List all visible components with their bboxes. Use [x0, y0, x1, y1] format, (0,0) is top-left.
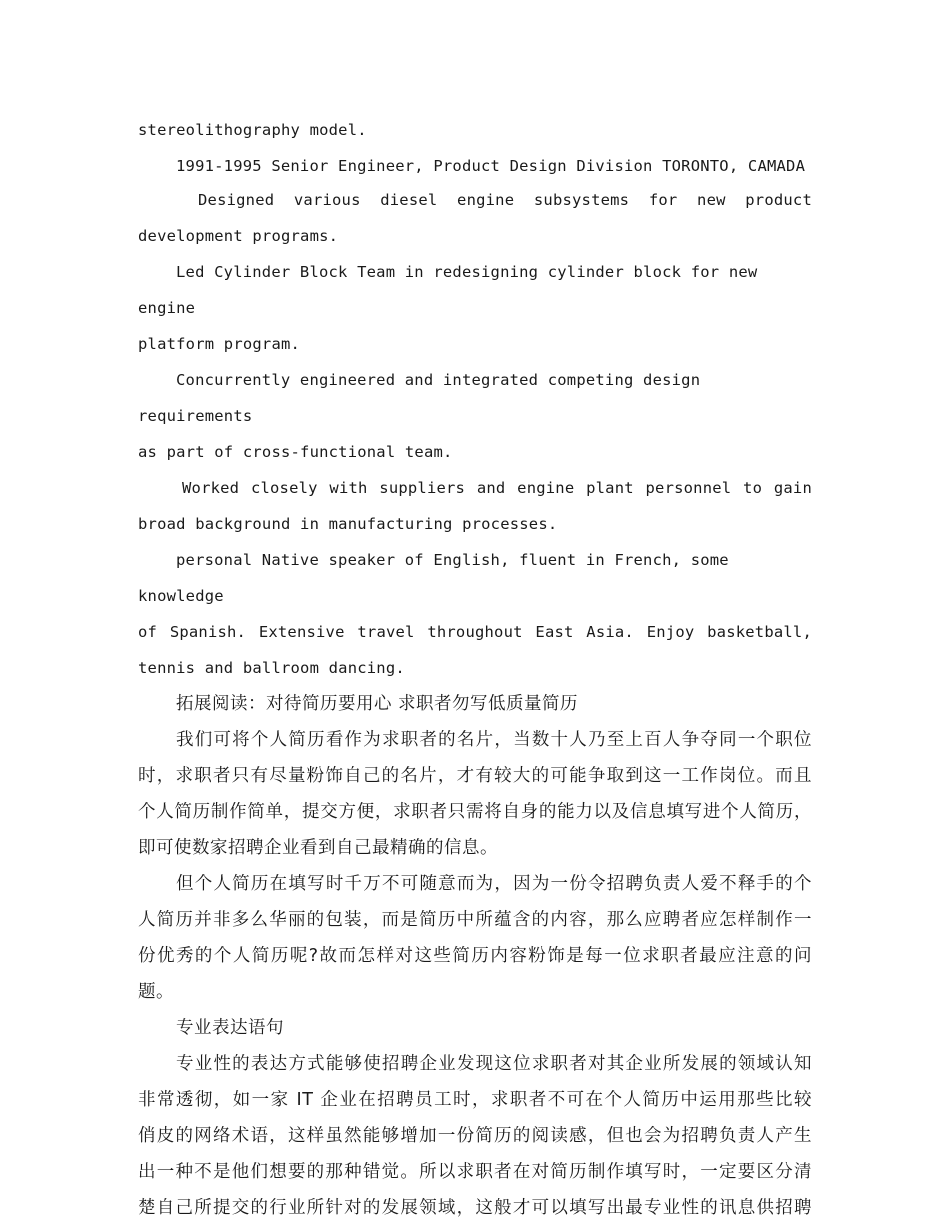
paragraph-resume-card-line-3: 个人简历制作简单，提交方便，求职者只需将自身的能力以及信息填写进个人简历， — [138, 802, 812, 822]
paragraph-led — [138, 254, 812, 362]
job-header-line: 1991-1995 Senior Engineer, Product Design Division TORONTO, CAMADA — [176, 157, 806, 175]
document-page — [138, 112, 812, 1226]
paragraph-resume-content-line-2: 人简历并非多么华丽的包装，而是简历中所蕴含的内容，那么应聘者应怎样制作一 — [138, 910, 812, 930]
paragraph-concurrently — [138, 362, 812, 470]
paragraph-resume-content — [138, 866, 812, 1010]
paragraph-resume-content-line-4: 题。 — [138, 982, 174, 1002]
paragraph-led-line-1: Led Cylinder Block Team in redesigning cylinder block for new engine — [138, 263, 758, 317]
paragraph-professional-line-3: 俏皮的网络术语，这样虽然能够增加一份简历的阅读感，但也会为招聘负责人产生 — [138, 1126, 812, 1146]
paragraph-personal — [138, 542, 812, 686]
paragraph-resume-card-line-4: 即可使数家招聘企业看到自己最精确的信息。 — [138, 838, 498, 858]
paragraph-worked-line-2: broad background in manufacturing processes. — [138, 515, 558, 533]
paragraph-led-line-2: platform program. — [138, 335, 301, 353]
paragraph-resume-card-line-1: 我们可将个人简历看作为求职者的名片，当数十人乃至上百人争夺同一个职位 — [176, 730, 812, 750]
paragraph-personal-line-2: of Spanish. Extensive travel throughout East Asia. Enjoy basketball, — [138, 623, 812, 641]
paragraph-resume-card — [138, 722, 812, 866]
paragraph-concurrently-line-1: Concurrently engineered and integrated competing design requirements — [138, 371, 701, 425]
text-line-stereolithography: stereolithography model. — [138, 121, 367, 139]
paragraph-professional — [138, 1046, 812, 1226]
paragraph-worked-line-1: Worked closely with suppliers and engine plant personnel to gain — [182, 479, 812, 497]
heading-professional-expression: 专业表达语句 — [176, 1018, 284, 1038]
paragraph-worked — [138, 470, 812, 542]
paragraph-designed — [138, 182, 812, 254]
paragraph-resume-content-line-3: 份优秀的个人简历呢?故而怎样对这些简历内容粉饰是每一位求职者最应注意的问 — [138, 946, 812, 966]
paragraph-professional-line-4: 出一种不是他们想要的那种错觉。所以求职者在对简历制作填写时，一定要区分清 — [138, 1162, 812, 1182]
paragraph-designed-line-2: development programs. — [138, 227, 339, 245]
paragraph-professional-line-1: 专业性的表达方式能够使招聘企业发现这位求职者对其企业所发展的领域认知 — [176, 1054, 812, 1074]
heading-extended-reading: 拓展阅读：对待简历要用心 求职者勿写低质量简历 — [176, 694, 579, 714]
paragraph-resume-content-line-1: 但个人简历在填写时千万不可随意而为，因为一份令招聘负责人爱不释手的个 — [176, 874, 812, 894]
paragraph-professional-line-5: 楚自己所提交的行业所针对的发展领域，这般才可以填写出最专业性的讯息供招聘 — [138, 1198, 812, 1218]
paragraph-personal-line-1: personal Native speaker of English, fluent in French, some knowledge — [138, 551, 729, 605]
paragraph-resume-card-line-2: 时，求职者只有尽量粉饰自己的名片，才有较大的可能争取到这一工作岗位。而且 — [138, 766, 812, 786]
paragraph-personal-line-3: tennis and ballroom dancing. — [138, 659, 405, 677]
paragraph-designed-line-1: Designed various diesel engine subsystems for new product — [198, 191, 812, 209]
paragraph-professional-line-2: 非常透彻，如一家 IT 企业在招聘员工时，求职者不可在个人简历中运用那些比较 — [138, 1090, 812, 1110]
paragraph-concurrently-line-2: as part of cross-functional team. — [138, 443, 453, 461]
